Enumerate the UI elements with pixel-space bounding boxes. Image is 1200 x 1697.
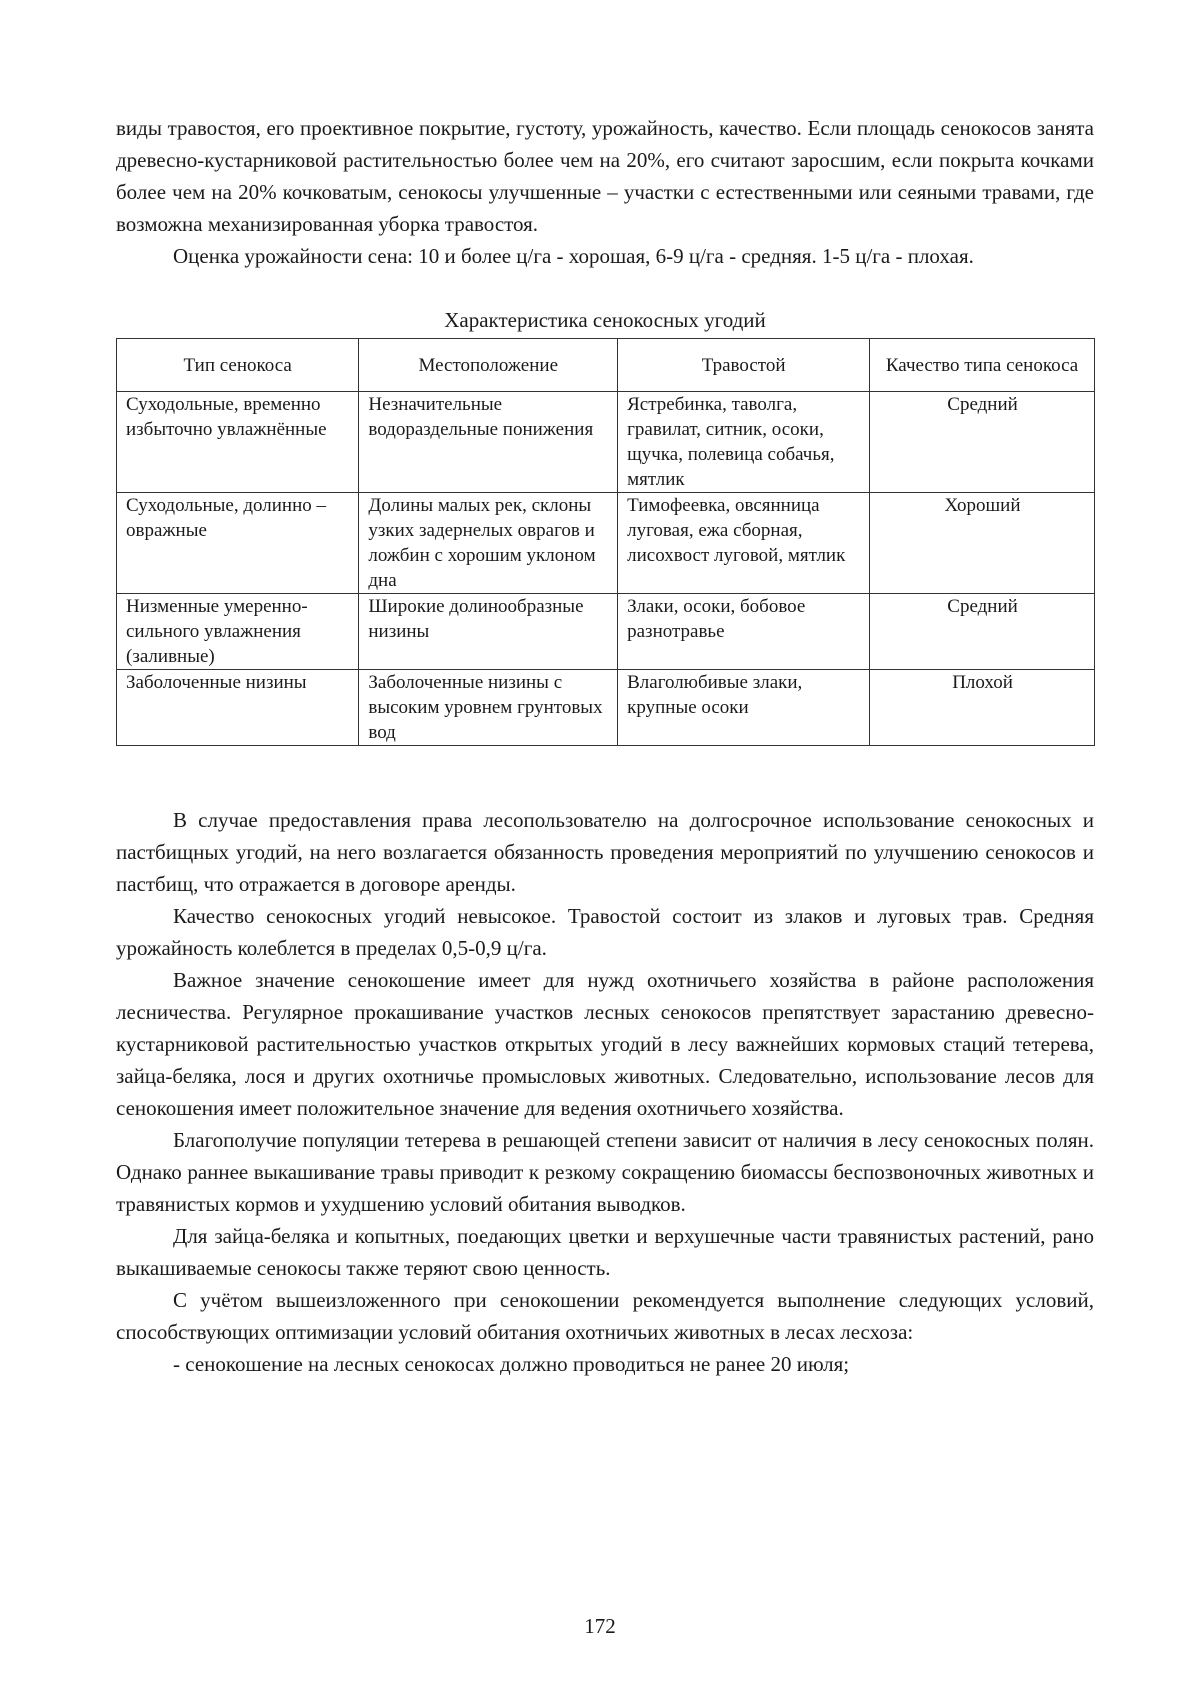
paragraph-recommendations: С учётом вышеизложенного при сенокошении рекомендуется выполнение следующих условий, способствующих оптимизации условий обитания охотничьих животных в лесах лесхоза:	[116, 1288, 1094, 1344]
table-row	[117, 670, 1095, 746]
cell-type: Суходольные, временно избыточно увлажнённые	[117, 392, 359, 493]
body-text	[116, 804, 1094, 1380]
cell-type: Низменные умеренно-сильного увлажнения (заливные)	[117, 594, 359, 670]
paragraph-grouse-population: Благополучие популяции тетерева в решающей степени зависит от наличия в лесу сенокосных полян. Однако раннее выкашивание травы приводит к резкому сокращению биомассы беспозвоночных животных и травянистых кормов и ухудшению условий обитания выводков.	[116, 1128, 1094, 1216]
cell-location: Незначительные водораздельные понижения	[359, 392, 618, 493]
table-caption: Характеристика сенокосных угодий	[444, 308, 766, 332]
page-number: 172	[584, 1614, 616, 1638]
cell-quality: Плохой	[870, 670, 1095, 746]
intro-section	[116, 112, 1094, 272]
cell-quality: Средний	[870, 594, 1095, 670]
intro-paragraph: виды травостоя, его проективное покрытие, густоту, урожайность, качество. Если площадь сенокосов занята древесно-кустарниковой растительностью более чем на 20%, его считают заросшим, если покрыта кочками более чем на 20% кочковатым, сенокосы улучшенные – участки с естественными или сеяными травами, где возможна механизированная уборка травостоя.	[116, 116, 1094, 236]
header-quality: Качество типа сенокоса	[870, 339, 1095, 392]
cell-herbage: Тимофеевка, овсянница луговая, ежа сборная, лисохвост луговой, мятлик	[618, 493, 870, 594]
cell-herbage: Влаголюбивые злаки, крупные осоки	[618, 670, 870, 746]
cell-location: Широкие долинообразные низины	[359, 594, 618, 670]
table-header-row	[117, 339, 1095, 392]
paragraph-hunting-importance: Важное значение сенокошение имеет для нужд охотничьего хозяйства в районе расположения лесничества. Регулярное прокашивание участков лесных сенокосов препятствует зарастанию древесно-кустарниковой растительностью участков открытых угодий в лесу важнейших кормовых стаций тетерева, зайца-беляка, лося и других охотничье промысловых животных. Следовательно, использование лесов для сенокошения имеет положительное значение для ведения охотничьего хозяйства.	[116, 968, 1094, 1120]
cell-herbage: Злаки, осоки, бобовое разнотравье	[618, 594, 870, 670]
paragraph-hare-ungulates: Для зайца-беляка и копытных, поедающих цветки и верхушечные части травянистых растений, рано выкашиваемые сенокосы также теряют свою ценность.	[116, 1224, 1094, 1280]
cell-location: Долины малых рек, склоны узких задернелых оврагов и ложбин с хорошим уклоном дна	[359, 493, 618, 594]
paragraph-hayfield-quality: Качество сенокосных угодий невысокое. Травостой состоит из злаков и луговых трав. Средняя урожайность колеблется в пределах 0,5-0,9 ц/га.	[116, 904, 1094, 960]
table-row	[117, 493, 1095, 594]
cell-quality: Хороший	[870, 493, 1095, 594]
header-herbage: Травостой	[618, 339, 870, 392]
hayfield-characteristics-table	[116, 338, 1095, 746]
yield-assessment-line: Оценка урожайности сена: 10 и более ц/га - хорошая, 6-9 ц/га - средняя. 1-5 ц/га - плохая.	[173, 244, 974, 268]
header-hayfield-type: Тип сенокоса	[117, 339, 359, 392]
cell-quality: Средний	[870, 392, 1095, 493]
cell-type: Суходольные, долинно – овражные	[117, 493, 359, 594]
cell-type: Заболоченные низины	[117, 670, 359, 746]
paragraph-lease-obligations: В случае предоставления права лесопользователю на долгосрочное использование сенокосных и пастбищных угодий, на него возлагается обязанность проведения мероприятий по улучшению сенокосов и пастбищ, что отражается в договоре аренды.	[116, 808, 1094, 896]
table-row	[117, 594, 1095, 670]
cell-herbage: Ястребинка, таволга, гравилат, ситник, осоки, щучка, полевица собачья, мятлик	[618, 392, 870, 493]
header-location: Местоположение	[359, 339, 618, 392]
list-item-mowing-date: - сенокошение на лесных сенокосах должно проводиться не ранее 20 июля;	[173, 1352, 850, 1376]
cell-location: Заболоченные низины с высоким уровнем грунтовых вод	[359, 670, 618, 746]
table-row	[117, 392, 1095, 493]
